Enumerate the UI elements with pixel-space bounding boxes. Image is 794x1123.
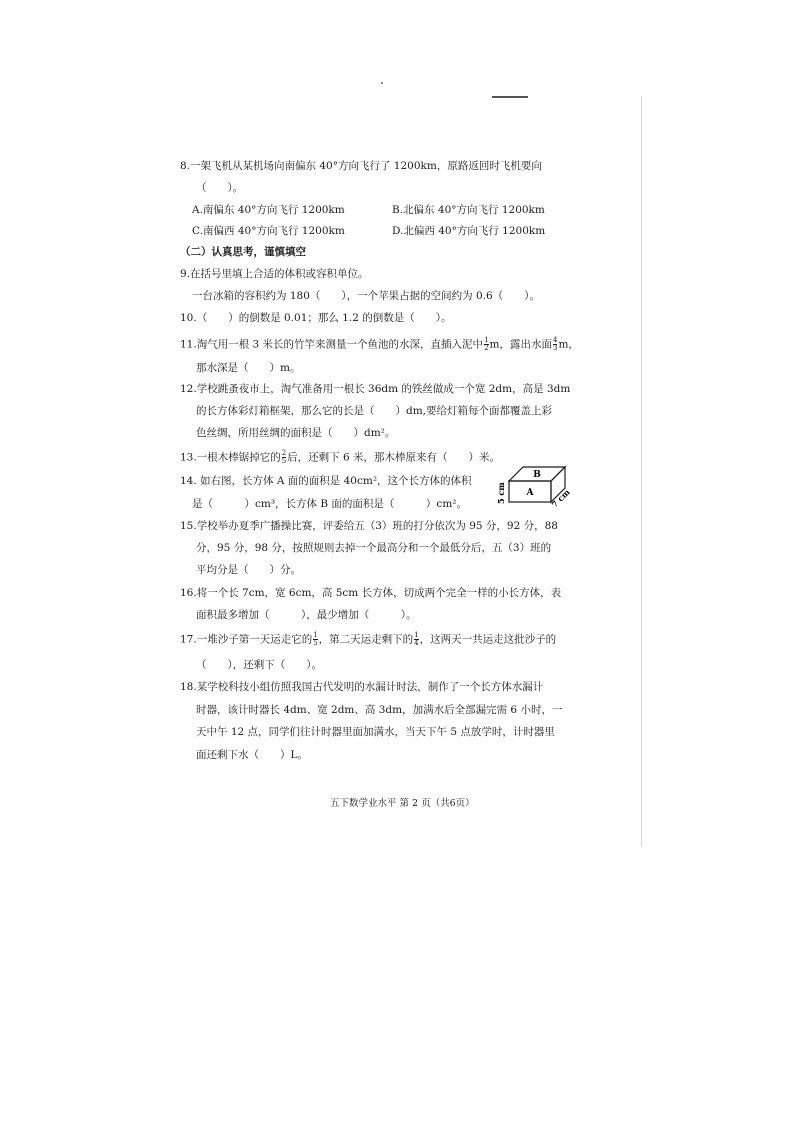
page-footer: 五下数学业水平 第 2 页（共6页） <box>330 798 475 809</box>
q17-line-1 <box>180 632 556 647</box>
q11-text-1: 11.淘气用一根 3 米长的竹竿来测量一个鱼池的水深，直插入泥中 <box>180 338 484 351</box>
q17-text-2: ，第二天运走剩下的 <box>318 633 414 646</box>
q11-fraction-1-numerator: 1 <box>484 336 489 344</box>
q16-line-1: 16.将一个长 7cm，宽 6cm，高 5cm 长方体，切成两个完全一样的小长方体，表 <box>180 587 562 599</box>
height-label: 5 cm <box>496 482 506 504</box>
q11-fraction-2-numerator: 4 <box>553 336 558 344</box>
q18-line-1: 18.某学校科技小组仿照我国古代发明的水漏计时法，制作了一个长方体水漏计 <box>180 681 544 693</box>
q11-fraction-2-denominator: 3 <box>553 344 558 352</box>
q17-text-1: 17.一堆沙子第一天运走它的 <box>180 633 313 646</box>
section-2-title: （二）认真思考，谨慎填空 <box>180 246 306 258</box>
q8-option-a: A.南偏东 40°方向飞行 1200km <box>192 204 345 216</box>
q13-text-2: 后，还剩下 6 米，那木棒原来有（ ）米。 <box>287 451 501 464</box>
q18-line-2: 时器，该计时器长 4dm、宽 2dm、高 3dm，加满水后全部漏完需 6 小时，一 <box>196 704 563 716</box>
page-edge-line <box>641 96 642 846</box>
q17-fraction-2-numerator: 1 <box>414 631 419 639</box>
q10-line-1: 10.（ ）的倒数是 0.01；那么 1.2 的倒数是（ ）。 <box>180 312 452 324</box>
q13-line-1 <box>180 450 500 465</box>
q17-text-3: ，这两天一共运走这批沙子的 <box>419 633 557 646</box>
q15-line-2: 分，95 分，98 分，按照规则去掉一个最高分和一个最低分后，五（3）班的 <box>196 542 552 554</box>
q11-text-2: m，露出水面 <box>489 338 552 351</box>
q13-fraction-numerator: 2 <box>281 449 287 457</box>
q18-line-3: 天中午 12 点，同学们往计时器里面加满水，当天下午 5 点放学时，计时器里 <box>196 726 555 738</box>
q13-text-1: 13.一根木棒锯掉它的 <box>180 451 281 464</box>
q17-fraction-1 <box>313 632 317 647</box>
q14-line-2: 是（ ）cm³，长方体 B 面的面积是（ ）cm²。 <box>192 498 467 510</box>
q17-fraction-1-numerator: 1 <box>313 631 318 639</box>
q13-fraction <box>282 450 286 465</box>
q11-fraction-2 <box>553 337 557 352</box>
scan-speck <box>381 82 383 84</box>
q15-line-1: 15.学校举办夏季广播操比赛，评委给五（3）班的打分依次为 95 分，92 分，88 <box>180 520 558 532</box>
q14-line-1: 14. 如右图，长方体 A 面的面积是 40cm²，这个长方体的体积 <box>180 475 472 487</box>
q15-line-3: 平均分是（ ）分。 <box>196 564 301 576</box>
q17-fraction-2-denominator: 4 <box>414 639 419 647</box>
depth-label: 7 cm <box>549 487 572 510</box>
q11-fraction-1 <box>484 337 488 352</box>
q17-line-2: （ ），还剩下（ ）。 <box>196 659 322 671</box>
q9-line-1: 9.在括号里填上合适的体积或容积单位。 <box>180 268 369 280</box>
q11-line-1 <box>180 337 579 352</box>
q13-fraction-denominator: 5 <box>281 457 287 465</box>
q12-line-1: 12.学校跳蚤夜市上，淘气准备用一根长 36dm 的铁丝做成一个宽 2dm，高是 3dm <box>180 383 571 395</box>
q9-line-2: 一台冰箱的容积约为 180（ ），一个苹果占据的空间约为 0.6（ ）。 <box>192 290 540 302</box>
q11-text-3: m， <box>558 338 579 351</box>
cuboid-figure <box>492 460 582 512</box>
face-a-label: A <box>526 488 534 498</box>
q8-line-2: （ ）。 <box>196 182 244 194</box>
q17-fraction-2 <box>414 632 418 647</box>
q8-option-b: B.北偏东 40°方向飞行 1200km <box>392 204 545 216</box>
q17-fraction-1-denominator: 5 <box>313 639 318 647</box>
q12-line-2: 的长方体彩灯箱框架，那么它的长是（ ）dm,要给灯箱每个面都覆盖上彩 <box>196 405 553 417</box>
q11-line-2: 那水深是（ ）m。 <box>196 362 301 374</box>
q16-line-2: 面积最多增加（ ），最少增加（ ）。 <box>196 609 417 621</box>
q8-option-c: C.南偏西 40°方向飞行 1200km <box>192 225 345 237</box>
q11-fraction-1-denominator: 2 <box>484 344 489 352</box>
q8-option-d: D.北偏西 40°方向飞行 1200km <box>392 225 546 237</box>
q18-line-4: 面还剩下水（ ）L。 <box>196 749 308 761</box>
q8-line-1: 8.一架飞机从某机场向南偏东 40°方向飞行了 1200km，原路返回时飞机要向 <box>180 160 542 172</box>
q12-line-3: 色丝绸，所用丝绸的面积是（ ）dm²。 <box>196 427 396 439</box>
face-b-label: B <box>533 470 541 480</box>
header-mark <box>492 96 528 98</box>
